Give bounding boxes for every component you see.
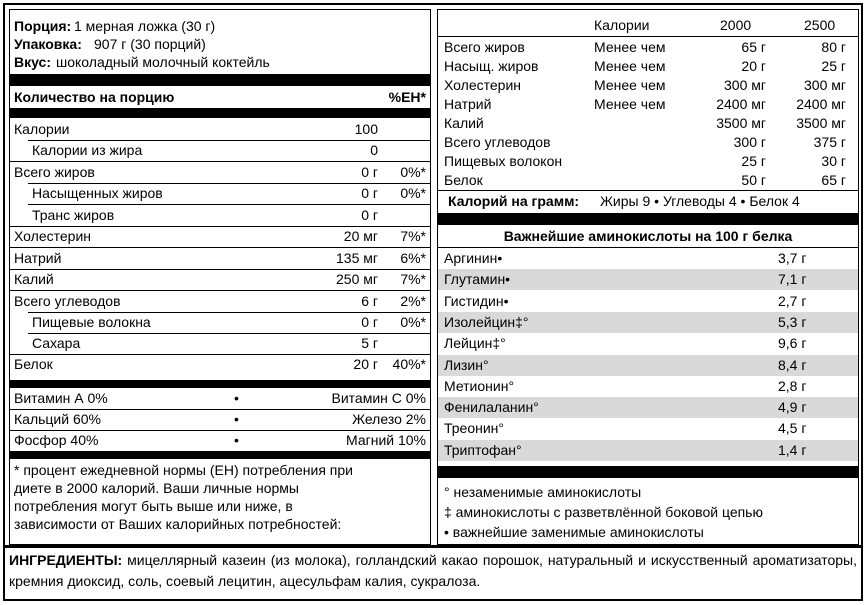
legend-line: ‡ аминокислоты с разветвлённой боковой цепью: [444, 504, 763, 520]
nutrient-row: [10, 205, 430, 225]
thick-divider: [438, 466, 858, 478]
nutrient-row: [10, 162, 430, 182]
amino-value: 4,9 г: [778, 399, 807, 416]
amino-value: 9,6 г: [778, 335, 807, 352]
nutrition-label: [3, 3, 863, 601]
amino-value: 7,1 г: [778, 271, 807, 288]
daily-2000: 65 г: [741, 39, 766, 55]
amino-value: 8,4 г: [778, 356, 807, 373]
nutrient-row: [10, 354, 430, 374]
nutrient-name: Белок: [14, 356, 53, 372]
daily-2500: 25 г: [821, 58, 846, 74]
vitamin-separator: •: [234, 432, 239, 448]
daily-row: [438, 57, 858, 76]
amino-name: Лейцин‡°: [444, 335, 506, 352]
nutrient-amount: 100: [354, 121, 378, 137]
amino-value: 3,7 г: [778, 250, 807, 266]
daily-row: [438, 133, 858, 152]
nutrient-row: [10, 119, 430, 139]
vitamin-right: Магний 10%: [346, 432, 426, 448]
vitamin-separator: •: [234, 411, 239, 427]
nutrient-row: [10, 183, 430, 203]
nutrient-name: Натрий: [14, 250, 62, 266]
calories-per-gram-value: Жиры 9 • Углеводы 4 • Белок 4: [600, 193, 800, 209]
ingredients-label: ИНГРЕДИЕНТЫ:: [9, 552, 123, 568]
footnote: [14, 461, 353, 533]
vitamin-left: Фосфор 40%: [14, 432, 99, 448]
nutrient-dv: 7%*: [400, 271, 426, 287]
nutrient-dv: 0%*: [400, 185, 426, 201]
daily-header-2000: 2000: [720, 17, 752, 33]
nutrient-name: Холестерин: [14, 228, 91, 244]
footnote-line: зависимости от Ваших калорийных потребностей:: [14, 516, 342, 532]
daily-nutrient: Всего углеводов: [444, 134, 551, 150]
amino-row: [438, 333, 858, 354]
amount-header-dv: %ЕН*: [388, 89, 426, 105]
daily-nutrient: Пищевых волокон: [444, 153, 563, 169]
daily-header-calories: Калории: [594, 17, 650, 33]
daily-row: [438, 171, 858, 190]
daily-row: [438, 114, 858, 133]
amino-row: [438, 376, 858, 397]
serving-label: Порция:: [14, 18, 72, 34]
amino-row: [438, 440, 858, 461]
daily-2000: 25 г: [741, 153, 766, 169]
daily-2500: 30 г: [821, 153, 846, 169]
amino-name: Лизин°: [444, 356, 489, 373]
vitamin-separator: •: [234, 390, 239, 406]
vitamin-row: [10, 388, 430, 408]
thick-divider: [10, 74, 430, 86]
daily-2000: 2400 мг: [716, 96, 766, 112]
nutrient-name: Всего углеводов: [14, 293, 121, 309]
thick-divider: [438, 213, 858, 225]
nutrient-row: [10, 226, 430, 246]
amino-name: Метионин°: [444, 377, 515, 394]
daily-nutrient: Калий: [444, 115, 484, 131]
nutrient-name: Всего жиров: [14, 164, 95, 180]
nutrient-amount: 0 г: [361, 164, 378, 180]
nutrient-amount: 0: [370, 142, 378, 158]
calories-per-gram-label: Калорий на грамм:: [448, 193, 580, 209]
amino-name: Треонин°: [444, 420, 505, 437]
package-value: 907 г (30 порций): [94, 36, 206, 52]
flavor-value: шоколадный молочный коктейль: [56, 54, 270, 70]
package-label: Упаковка:: [14, 36, 82, 52]
daily-2500: 80 г: [821, 39, 846, 55]
amino-value: 4,5 г: [778, 420, 807, 437]
calories-per-gram-row: [438, 191, 858, 211]
amino-value: 1,4 г: [778, 441, 807, 458]
serving-size-row: [10, 16, 430, 36]
footnote-line: * процент ежедневной нормы (ЕН) потребления при: [14, 462, 353, 478]
serving-value: 1 мерная ложка (30 г): [74, 18, 216, 34]
nutrient-dv: 6%*: [400, 250, 426, 266]
daily-2500: 3500 мг: [796, 115, 846, 131]
amino-row: [438, 397, 858, 418]
amino-name: Гистидин•: [444, 292, 509, 309]
package-row: [10, 34, 430, 54]
daily-2000: 3500 мг: [716, 115, 766, 131]
amino-row: [438, 291, 858, 312]
amino-legend: [444, 482, 763, 542]
daily-2500: 300 мг: [804, 77, 846, 93]
daily-row: [438, 38, 858, 57]
amino-name: Глутамин•: [444, 271, 511, 288]
nutrient-name: Пищевые волокна: [32, 314, 151, 330]
amino-name: Аргинин•: [444, 250, 503, 266]
amino-title: Важнейшие аминокислоты на 100 г белка: [503, 228, 793, 244]
daily-nutrient: Насыщ. жиров: [444, 58, 539, 74]
amino-row: [438, 312, 858, 333]
daily-2000: 300 мг: [724, 77, 766, 93]
vitamin-right: Витамин С 0%: [331, 390, 426, 406]
vitamin-row: [10, 409, 430, 429]
daily-nutrient: Всего жиров: [444, 39, 525, 55]
ingredients: [9, 550, 857, 596]
daily-2500: 375 г: [813, 134, 846, 150]
nutrient-name: Сахара: [32, 335, 81, 351]
daily-nutrient: Натрий: [444, 96, 492, 112]
amino-value: 2,8 г: [778, 377, 807, 394]
nutrient-row: [10, 291, 430, 311]
amino-name: Изолейцин‡°: [444, 313, 529, 330]
daily-row: [438, 76, 858, 95]
amino-value: 2,7 г: [778, 292, 807, 309]
section-divider: [5, 545, 861, 548]
daily-qualifier: Менее чем: [594, 77, 666, 93]
nutrient-amount: 0 г: [361, 207, 378, 223]
legend-line: • важнейшие заменимые аминокислоты: [444, 524, 704, 540]
daily-qualifier: Менее чем: [594, 58, 666, 74]
flavor-row: [10, 52, 430, 72]
amount-header: [10, 87, 430, 107]
nutrient-amount: 0 г: [361, 314, 378, 330]
daily-2500: 2400 мг: [796, 96, 846, 112]
nutrient-dv: 0%*: [400, 164, 426, 180]
flavor-label: Вкус:: [14, 54, 52, 70]
thick-divider: [10, 451, 430, 459]
amino-title-row: [438, 226, 858, 246]
amount-header-label: Количество на порцию: [14, 89, 175, 105]
legend-line: ° незаменимые аминокислоты: [444, 484, 642, 500]
amino-name: Фенилаланин°: [444, 399, 539, 416]
daily-table-header: [438, 15, 858, 35]
vitamin-row: [10, 430, 430, 450]
nutrient-dv: 2%*: [400, 293, 426, 309]
nutrient-amount: 20 г: [353, 356, 378, 372]
nutrient-dv: 0%*: [400, 314, 426, 330]
thick-divider: [10, 380, 430, 388]
daily-2000: 300 г: [733, 134, 766, 150]
vitamin-right: Железо 2%: [352, 411, 426, 427]
nutrient-amount: 135 мг: [336, 250, 378, 266]
daily-values-panel: [437, 9, 859, 545]
vitamin-left: Кальций 60%: [14, 411, 101, 427]
amino-row: [438, 248, 858, 269]
nutrient-row: [10, 333, 430, 353]
divider: [438, 36, 858, 37]
daily-2000: 20 г: [741, 58, 766, 74]
daily-qualifier: Менее чем: [594, 96, 666, 112]
daily-row: [438, 95, 858, 114]
ingredients-text: мицеллярный казеин (из молока), голландский какао порошок, натуральный и искусственный ароматизаторы, кремния диоксид, соль, соевый лецитин, ацесульфам калия, сукралоза.: [9, 552, 857, 589]
amino-row: [438, 355, 858, 376]
nutrient-row: [10, 312, 430, 332]
nutrient-name: Калории: [14, 121, 70, 137]
footnote-line: диете в 2000 калорий. Ваши личные нормы: [14, 480, 299, 496]
nutrient-row: [10, 248, 430, 268]
daily-row: [438, 152, 858, 171]
nutrient-row: [10, 269, 430, 289]
amino-row: [438, 418, 858, 439]
amino-row: [438, 269, 858, 290]
daily-qualifier: Менее чем: [594, 39, 666, 55]
supplement-facts-panel: [9, 9, 431, 545]
nutrient-dv: 7%*: [400, 228, 426, 244]
nutrient-amount: 0 г: [361, 185, 378, 201]
nutrient-amount: 20 мг: [343, 228, 378, 244]
daily-2500: 65 г: [821, 172, 846, 188]
nutrient-amount: 6 г: [361, 293, 378, 309]
daily-nutrient: Холестерин: [444, 77, 521, 93]
amino-name: Триптофан°: [444, 441, 522, 458]
daily-nutrient: Белок: [444, 172, 483, 188]
nutrient-row: [10, 140, 430, 160]
daily-2000: 50 г: [741, 172, 766, 188]
nutrient-amount: 250 мг: [336, 271, 378, 287]
nutrient-name: Калории из жира: [32, 142, 143, 158]
nutrient-dv: 40%*: [392, 356, 426, 372]
nutrient-amount: 5 г: [361, 335, 378, 351]
footnote-line: потребления могут быть выше или ниже, в: [14, 498, 293, 514]
daily-header-2500: 2500: [804, 17, 836, 33]
nutrient-name: Калий: [14, 271, 54, 287]
thick-divider: [10, 108, 430, 118]
nutrient-name: Насыщенных жиров: [32, 185, 163, 201]
amino-value: 5,3 г: [778, 313, 807, 330]
vitamin-left: Витамин А 0%: [14, 390, 108, 406]
nutrient-name: Транс жиров: [32, 207, 115, 223]
